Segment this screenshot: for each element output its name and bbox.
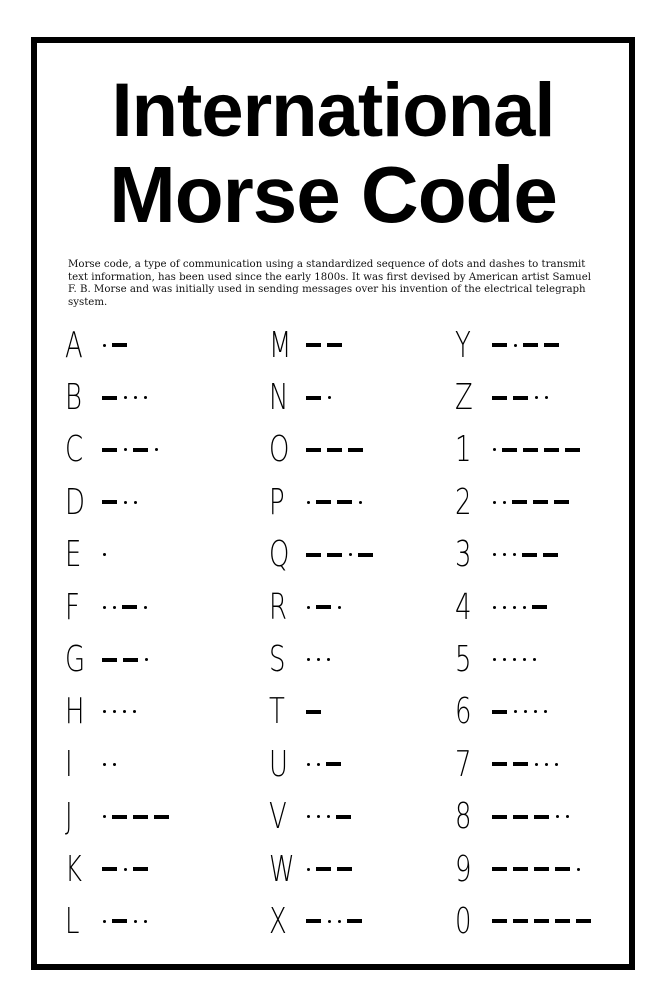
morse-dot — [328, 396, 331, 399]
morse-row — [455, 581, 594, 633]
morse-row — [65, 476, 172, 528]
morse-dash — [337, 867, 352, 871]
morse-row — [65, 633, 172, 685]
morse-dash — [306, 448, 321, 452]
morse-dot — [103, 344, 106, 347]
morse-dot — [566, 815, 569, 818]
morse-dot — [577, 868, 580, 871]
morse-dot — [523, 606, 526, 609]
morse-dot — [123, 710, 126, 713]
morse-dot — [514, 710, 517, 713]
morse-dot — [544, 710, 547, 713]
morse-code-sequence — [489, 655, 539, 665]
morse-code-sequence — [489, 864, 583, 874]
morse-character: 5 — [455, 639, 472, 681]
morse-row — [455, 529, 594, 581]
morse-row — [269, 581, 376, 633]
morse-row — [455, 319, 594, 371]
morse-row — [455, 424, 594, 476]
morse-dash — [102, 396, 117, 400]
morse-code-sequence — [489, 916, 594, 926]
morse-dash — [533, 500, 548, 504]
morse-code-sequence — [303, 759, 344, 769]
morse-character: Z — [455, 377, 473, 419]
morse-dash — [316, 500, 331, 504]
morse-character: 8 — [455, 796, 472, 838]
morse-dot — [493, 658, 496, 661]
morse-dash — [133, 448, 148, 452]
morse-dot — [493, 448, 496, 451]
morse-dash — [358, 553, 373, 557]
morse-row — [455, 476, 594, 528]
morse-dot — [535, 763, 538, 766]
morse-code-sequence — [303, 707, 324, 717]
morse-character: X — [269, 900, 287, 942]
description-paragraph: Morse code, a type of communication using a standardized sequence of dots and dashes to transmit text information, has been used since the early 1800s. It was first devised by American artist Samuel F. B. Morse and was initially used in sending messages over his invention of the electrical telegraph system. — [68, 259, 592, 308]
morse-character: T — [269, 691, 285, 733]
morse-row — [269, 738, 376, 790]
morse-character: R — [269, 586, 288, 628]
morse-dot — [328, 920, 331, 923]
morse-character: J — [65, 796, 73, 838]
morse-dot — [155, 448, 158, 451]
morse-character: Y — [455, 324, 471, 366]
morse-row — [269, 633, 376, 685]
morse-code-sequence — [489, 393, 551, 403]
morse-row — [65, 424, 172, 476]
morse-character: L — [65, 900, 80, 942]
morse-dot — [556, 815, 559, 818]
morse-code-sequence — [489, 340, 562, 350]
morse-dot — [144, 396, 147, 399]
morse-dot — [513, 606, 516, 609]
morse-dash — [544, 448, 559, 452]
morse-code-sequence — [303, 916, 365, 926]
morse-dot — [307, 868, 310, 871]
morse-dot — [493, 553, 496, 556]
morse-dot — [103, 815, 106, 818]
morse-dot — [144, 920, 147, 923]
morse-dash — [336, 815, 351, 819]
morse-row — [455, 686, 594, 738]
morse-dash — [492, 396, 507, 400]
morse-dot — [124, 868, 127, 871]
morse-dash — [348, 448, 363, 452]
morse-dot — [524, 710, 527, 713]
poster-frame — [31, 37, 635, 970]
morse-row — [65, 843, 172, 895]
morse-dash — [316, 605, 331, 609]
morse-dot — [113, 606, 116, 609]
morse-dot — [124, 448, 127, 451]
morse-character: 4 — [455, 586, 472, 628]
morse-dash — [112, 919, 127, 923]
morse-dash — [576, 919, 591, 923]
morse-row — [65, 686, 172, 738]
morse-character: M — [269, 324, 292, 366]
morse-dot — [134, 501, 137, 504]
morse-character: E — [65, 534, 82, 576]
morse-dash — [523, 448, 538, 452]
morse-dot — [134, 396, 137, 399]
morse-character: S — [269, 639, 286, 681]
code-column-2 — [269, 319, 376, 948]
morse-code-sequence — [99, 393, 150, 403]
morse-dot — [307, 658, 310, 661]
morse-dash — [565, 448, 580, 452]
morse-dot — [523, 658, 526, 661]
morse-dot — [307, 501, 310, 504]
morse-row — [65, 529, 172, 581]
morse-dash — [327, 553, 342, 557]
morse-character: 2 — [455, 481, 472, 523]
morse-row — [269, 843, 376, 895]
morse-dash — [337, 500, 352, 504]
morse-row — [65, 371, 172, 423]
morse-dot — [349, 553, 352, 556]
morse-dash — [502, 448, 517, 452]
title-line-2: Morse Code — [109, 150, 557, 239]
morse-dash — [544, 343, 559, 347]
morse-dash — [133, 867, 148, 871]
morse-code-sequence — [489, 812, 572, 822]
morse-code-sequence — [303, 445, 366, 455]
morse-dash — [102, 448, 117, 452]
morse-row — [455, 738, 594, 790]
morse-dash — [513, 762, 528, 766]
morse-dot — [317, 815, 320, 818]
morse-row — [455, 843, 594, 895]
morse-dash — [316, 867, 331, 871]
morse-character: 1 — [455, 429, 472, 471]
morse-dash — [492, 919, 507, 923]
morse-character: D — [65, 481, 85, 523]
morse-dot — [145, 658, 148, 661]
morse-code-sequence — [489, 602, 550, 612]
morse-dot — [144, 606, 147, 609]
morse-dash — [534, 919, 549, 923]
morse-dot — [103, 553, 106, 556]
morse-code-sequence — [303, 550, 376, 560]
morse-character: 7 — [455, 743, 472, 785]
morse-dot — [534, 710, 537, 713]
morse-code-sequence — [303, 812, 354, 822]
morse-row — [269, 529, 376, 581]
morse-code-sequence — [489, 497, 572, 507]
morse-dash — [532, 605, 547, 609]
morse-dot — [103, 763, 106, 766]
morse-dot — [359, 501, 362, 504]
morse-row — [65, 738, 172, 790]
morse-dash — [512, 500, 527, 504]
morse-dot — [503, 606, 506, 609]
morse-row — [455, 633, 594, 685]
morse-code-sequence — [99, 916, 150, 926]
morse-character: A — [65, 324, 83, 366]
morse-dash — [112, 815, 127, 819]
morse-row — [269, 319, 376, 371]
morse-row — [269, 686, 376, 738]
morse-dot — [338, 606, 341, 609]
morse-dash — [306, 396, 321, 400]
morse-dash — [492, 710, 507, 714]
morse-dash — [102, 867, 117, 871]
title-line-1: International — [111, 68, 555, 153]
morse-dash — [492, 815, 507, 819]
morse-character: Q — [269, 534, 290, 576]
morse-character: C — [65, 429, 84, 471]
morse-row — [269, 476, 376, 528]
morse-character: G — [65, 639, 86, 681]
morse-dash — [492, 343, 507, 347]
morse-row — [65, 319, 172, 371]
morse-dash — [102, 658, 117, 662]
morse-character: P — [269, 481, 285, 523]
morse-code-sequence — [303, 864, 355, 874]
morse-dash — [522, 553, 537, 557]
morse-dash — [154, 815, 169, 819]
morse-dot — [133, 710, 136, 713]
morse-dot — [307, 763, 310, 766]
morse-dash — [523, 343, 538, 347]
morse-dash — [306, 343, 321, 347]
morse-character: V — [269, 796, 287, 838]
morse-character: U — [269, 743, 288, 785]
morse-code-sequence — [99, 602, 150, 612]
morse-dash — [554, 500, 569, 504]
code-column-1 — [65, 319, 172, 948]
morse-row — [65, 791, 172, 843]
morse-dot — [103, 606, 106, 609]
morse-dot — [545, 763, 548, 766]
morse-row — [269, 371, 376, 423]
morse-dot — [533, 658, 536, 661]
morse-dot — [503, 658, 506, 661]
morse-dot — [307, 815, 310, 818]
morse-dot — [535, 396, 538, 399]
morse-dot — [307, 606, 310, 609]
morse-row — [455, 895, 594, 947]
morse-dash — [133, 815, 148, 819]
morse-code-sequence — [489, 759, 561, 769]
morse-dot — [317, 658, 320, 661]
morse-code-sequence — [303, 393, 334, 403]
morse-dot — [513, 553, 516, 556]
morse-character: F — [65, 586, 80, 628]
morse-dot — [103, 710, 106, 713]
morse-dot — [317, 763, 320, 766]
morse-dash — [513, 867, 528, 871]
morse-dot — [513, 658, 516, 661]
morse-character: K — [65, 848, 82, 890]
morse-dot — [493, 501, 496, 504]
morse-dot — [338, 920, 341, 923]
morse-dot — [124, 396, 127, 399]
morse-code-sequence — [99, 812, 172, 822]
code-column-3 — [455, 319, 594, 948]
morse-dot — [103, 920, 106, 923]
morse-dash — [543, 553, 558, 557]
morse-code-sequence — [99, 707, 139, 717]
morse-dash — [123, 658, 138, 662]
morse-row — [65, 895, 172, 947]
morse-character: H — [65, 691, 85, 733]
morse-dot — [493, 606, 496, 609]
morse-dot — [113, 710, 116, 713]
morse-character: W — [269, 848, 295, 890]
morse-dash — [327, 448, 342, 452]
morse-code-sequence — [99, 550, 109, 560]
morse-dash — [326, 762, 341, 766]
morse-dash — [555, 919, 570, 923]
morse-dash — [347, 919, 362, 923]
morse-dot — [327, 815, 330, 818]
morse-dot — [327, 658, 330, 661]
morse-row — [269, 895, 376, 947]
morse-row — [455, 791, 594, 843]
morse-character: B — [65, 377, 82, 419]
morse-dash — [112, 343, 127, 347]
morse-character: 3 — [455, 534, 472, 576]
morse-dash — [102, 500, 117, 504]
morse-dash — [306, 710, 321, 714]
morse-code-sequence — [99, 340, 130, 350]
morse-dot — [503, 501, 506, 504]
morse-dot — [134, 920, 137, 923]
morse-dash — [122, 605, 137, 609]
morse-character: 6 — [455, 691, 472, 733]
morse-dash — [513, 919, 528, 923]
morse-code-sequence — [303, 497, 365, 507]
morse-dash — [555, 867, 570, 871]
morse-dot — [545, 396, 548, 399]
morse-character: 9 — [455, 848, 472, 890]
morse-code-sequence — [489, 550, 561, 560]
morse-dash — [306, 919, 321, 923]
morse-dash — [492, 762, 507, 766]
morse-code-sequence — [489, 707, 550, 717]
morse-character: I — [65, 743, 73, 785]
morse-code-sequence — [99, 864, 151, 874]
morse-dot — [514, 344, 517, 347]
morse-row — [269, 791, 376, 843]
morse-code-sequence — [489, 445, 583, 455]
morse-row — [455, 371, 594, 423]
morse-dot — [124, 501, 127, 504]
morse-character: 0 — [455, 900, 472, 942]
morse-code-sequence — [99, 759, 119, 769]
morse-dot — [503, 553, 506, 556]
morse-dash — [306, 553, 321, 557]
morse-row — [65, 581, 172, 633]
morse-dot — [113, 763, 116, 766]
morse-dash — [534, 867, 549, 871]
morse-character: N — [269, 377, 289, 419]
morse-code-sequence — [99, 445, 161, 455]
morse-dash — [534, 815, 549, 819]
morse-dot — [555, 763, 558, 766]
morse-code-sequence — [303, 340, 345, 350]
morse-dash — [492, 867, 507, 871]
morse-code-sequence — [303, 602, 344, 612]
morse-code-sequence — [303, 655, 333, 665]
morse-code-sequence — [99, 655, 151, 665]
morse-dash — [513, 815, 528, 819]
morse-dash — [327, 343, 342, 347]
morse-character: O — [269, 429, 290, 471]
morse-row — [269, 424, 376, 476]
morse-dash — [513, 396, 528, 400]
morse-code-sequence — [99, 497, 140, 507]
